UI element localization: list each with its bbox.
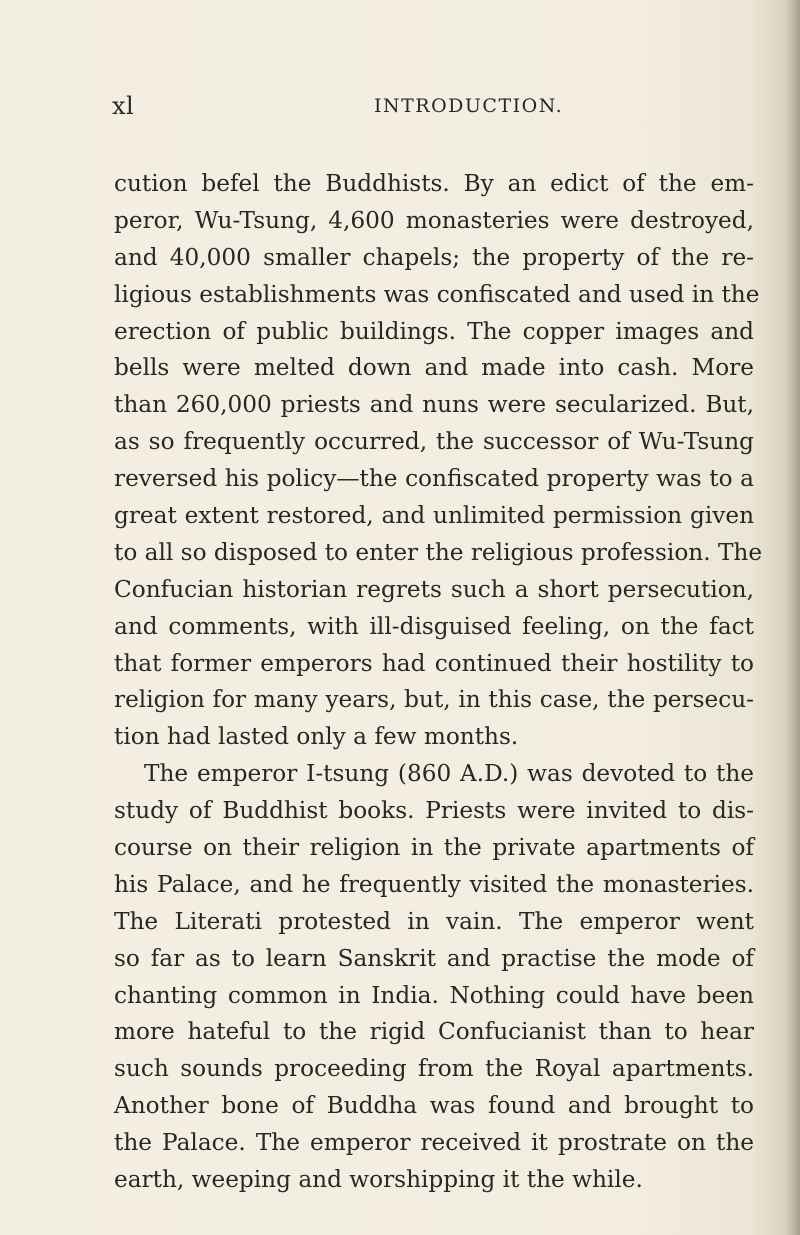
running-head: INTRODUCTION. [374, 95, 564, 117]
text-line: bells were melted down and made into cash. More [114, 354, 754, 382]
text-line: religion for many years, but, in this case, the persecu- [114, 686, 754, 714]
text-line: cution befel the Buddhists. By an edict of the em- [114, 170, 754, 197]
text-line: great extent restored, and unlimited permission given [114, 502, 754, 530]
text-line: the Palace. The emperor received it prostrate on the [114, 1129, 754, 1157]
text-line: ligious establishments was confiscated and used in the [114, 280, 760, 308]
text-line: chanting common in India. Nothing could have been [114, 981, 754, 1009]
text-line: that former emperors had continued their hostility to [114, 649, 754, 677]
text-line: reversed his policy—the confiscated property was to a [114, 465, 754, 493]
text-line: and 40,000 smaller chapels; the property of the re- [114, 243, 754, 271]
text-line: so far as to learn Sanskrit and practise the mode of [114, 944, 754, 972]
text-line: as so frequently occurred, the successor of Wu-Tsung [114, 428, 754, 456]
page-header [112, 92, 772, 122]
text-line: peror, Wu-Tsung, 4,600 monasteries were destroyed, [114, 206, 754, 234]
text-line: course on their religion in the private apartments of [114, 834, 754, 862]
text-line: than 260,000 priests and nuns were secularized. But, [114, 391, 754, 419]
text-line: such sounds proceeding from the Royal apartments. [114, 1055, 754, 1083]
text-line: erection of public buildings. The copper images and [114, 317, 754, 345]
text-line: earth, weeping and worshipping it the while. [114, 1166, 643, 1194]
text-line: and comments, with ill-disguised feeling, on the fact [114, 612, 754, 640]
binding-shadow [786, 0, 800, 1235]
text-line: more hateful to the rigid Confucianist than to hear [114, 1018, 754, 1046]
text-line: Another bone of Buddha was found and brought to [114, 1092, 754, 1120]
text-line: to all so disposed to enter the religious profession. The [114, 538, 763, 566]
text-line: study of Buddhist books. Priests were invited to dis- [114, 797, 754, 825]
text-line: The Literati protested in vain. The emperor went [114, 907, 754, 935]
page-number: xl [112, 92, 135, 120]
text-line: The emperor I-tsung (860 A.D.) was devoted to the [144, 760, 754, 788]
text-line: Confucian historian regrets such a short persecution, [114, 575, 754, 603]
text-line: tion had lasted only a few months. [114, 723, 519, 751]
body-text [114, 166, 763, 1199]
text-line: his Palace, and he frequently visited the monasteries. [114, 870, 754, 898]
